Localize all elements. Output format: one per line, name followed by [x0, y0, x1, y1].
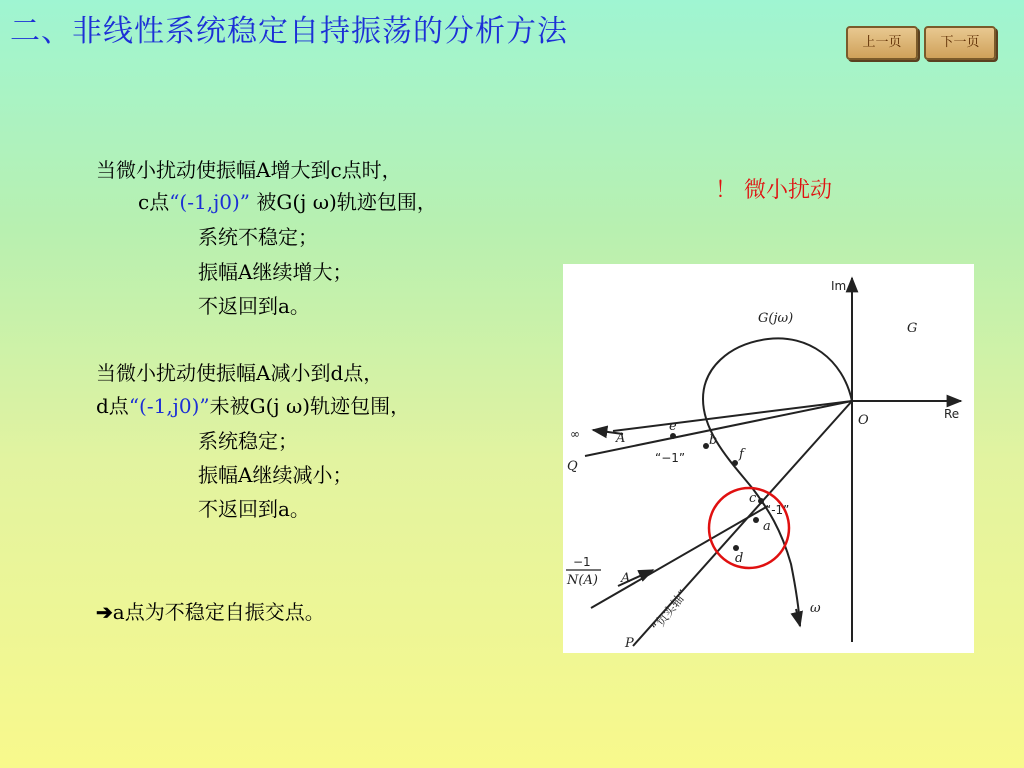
label-g-curve: G(jω) [758, 311, 794, 326]
block1-line3: 系统不稳定； [198, 225, 318, 249]
label-negative-real-axis: “负实轴” [649, 587, 691, 634]
block2-line2 [96, 390, 410, 419]
label-d: d [735, 551, 744, 566]
prev-page-button[interactable]: 上一页 [846, 26, 918, 60]
conclusion [96, 596, 325, 625]
block1-line5: 不返回到a。 [198, 294, 310, 318]
label-a: a [763, 519, 771, 534]
block2-line2-rest: 未被G(j ω)轨迹包围， [209, 394, 411, 418]
right-arrow-icon: ➔ [96, 600, 113, 624]
label-fraction-denominator: N(A) [567, 573, 598, 588]
label-g-region: G [907, 321, 918, 336]
block2-line3: 系统稳定； [198, 429, 298, 453]
label-f: f [739, 447, 744, 462]
block1-line1: 当微小扰动使振幅A增大到c点时， [96, 158, 402, 182]
point-f [732, 460, 738, 466]
label-infinity: ∞ [570, 427, 580, 441]
nyquist-diagram [563, 264, 974, 653]
label-fraction-numerator: −1 [573, 555, 591, 569]
label-im: Im [831, 279, 847, 293]
label-minus1-left: “−1” [655, 451, 686, 465]
block2-line2-point: d点 [96, 394, 129, 418]
point-c [758, 498, 764, 504]
block1-line2-point: c点 [138, 190, 170, 214]
label-origin: O [858, 413, 869, 428]
block2-line4: 振幅A继续减小； [198, 463, 353, 487]
next-page-button[interactable]: 下一页 [924, 26, 996, 60]
block1-line2-coord: “(-1,j0)” [169, 190, 251, 214]
block2-line1: 当微小扰动使振幅A减小到d点， [96, 361, 384, 385]
label-c: c [749, 491, 757, 506]
label-p: P [625, 636, 634, 651]
label-re: Re [944, 407, 960, 421]
nyquist-figure [563, 264, 974, 653]
label-q: Q [567, 459, 578, 474]
block1-line2-rest: 被G(j ω)轨迹包围， [250, 190, 437, 214]
block1-line2 [138, 186, 437, 215]
block2-line2-coord: “(-1,j0)” [128, 394, 210, 418]
label-omega: ω [810, 601, 821, 616]
block2-line5: 不返回到a。 [198, 497, 310, 521]
label-a-upper: A [616, 431, 626, 446]
block1-line4: 振幅A继续增大； [198, 260, 353, 284]
small-disturbance-note: ！ 微小扰动 [715, 178, 832, 203]
label-b: b [709, 433, 718, 448]
label-e: e [669, 419, 677, 434]
conclusion-text: a点为不稳定自振交点。 [112, 600, 325, 624]
label-minus1-right: “-1” [765, 503, 790, 517]
g-jw-curve [703, 338, 852, 626]
label-a-lower: A [621, 571, 631, 586]
point-a [753, 517, 759, 523]
page-title: 二、非线性系统稳定自持振荡的分析方法 [10, 14, 568, 49]
